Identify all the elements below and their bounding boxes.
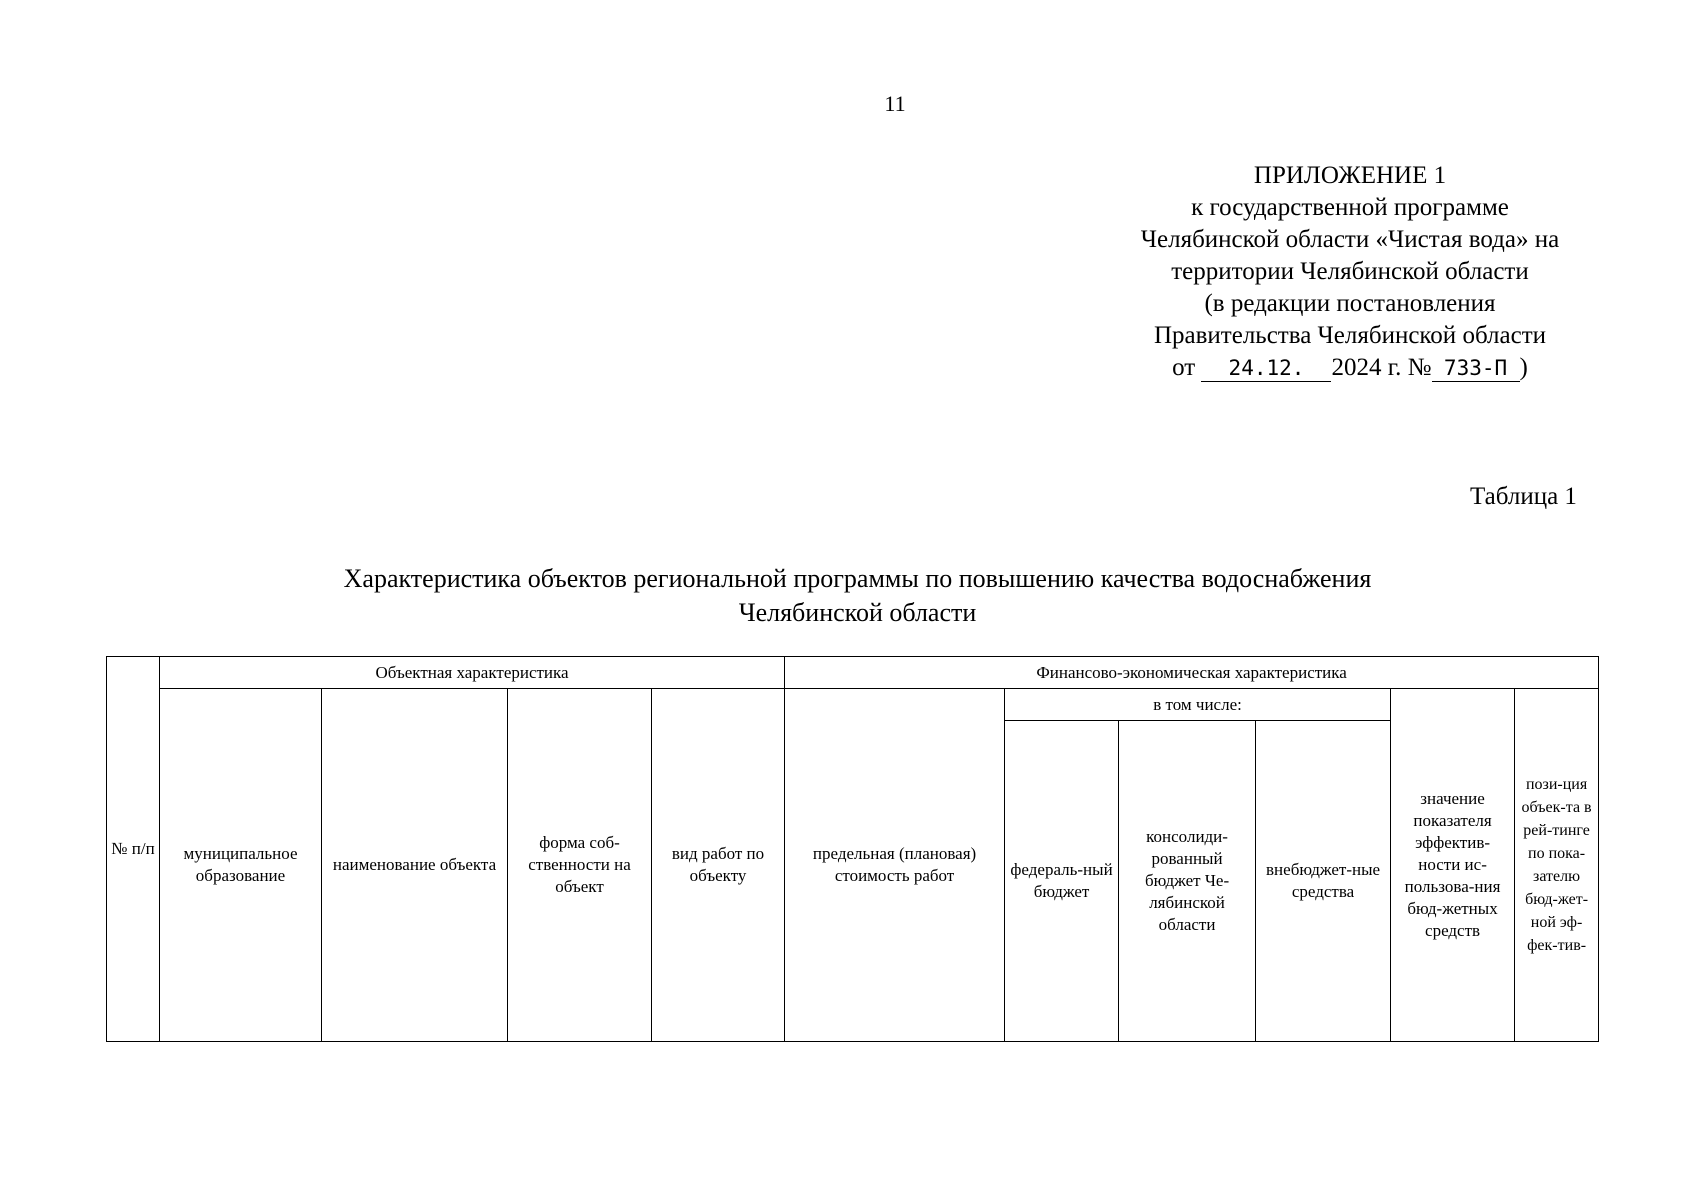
document-title (0, 562, 1698, 630)
closing-paren: ) (1519, 354, 1528, 381)
header-max-cost: предельная (плановая) стоимость работ (785, 689, 1005, 1042)
header-extrabudgetary: внебюджет-ные средства (1256, 721, 1391, 1042)
date-prefix: от (1172, 354, 1196, 381)
header-row-number: № п/п (107, 657, 160, 1042)
title-line: Характеристика объектов региональной программы по повышению качества водоснабжения (343, 564, 1372, 593)
resolution-date-line (1100, 352, 1600, 384)
header-consolidated-budget: консолиди-рованный бюджет Че-лябинской области (1119, 721, 1256, 1042)
appendix-line: Челябинской области «Чистая вода» на (1140, 226, 1560, 253)
appendix-line: (в редакции постановления (1204, 290, 1496, 317)
header-rating-position: пози-ция объек-та в рей-тинге по пока-зателю бюд-жет-ной эф-фек-тив- (1515, 689, 1599, 1042)
header-federal-budget: федераль-ный бюджет (1005, 721, 1119, 1042)
appendix-title: ПРИЛОЖЕНИЕ 1 (1253, 162, 1447, 189)
appendix-line: Правительства Челябинской области (1153, 322, 1547, 349)
title-line: Челябинской области (738, 598, 977, 627)
header-including: в том числе: (1005, 689, 1391, 721)
appendix-line: территории Челябинской области (1171, 258, 1529, 285)
header-object-name: наименование объекта (322, 689, 508, 1042)
resolution-number: 733-П (1432, 355, 1520, 382)
appendix-header (1100, 160, 1600, 384)
header-ownership: форма соб-ственности на объект (508, 689, 652, 1042)
header-object-characteristics: Объектная характеристика (160, 657, 785, 689)
header-financial-characteristics: Финансово-экономическая характеристика (785, 657, 1599, 689)
header-municipality: муниципальное образование (160, 689, 322, 1042)
resolution-date: 24.12. (1201, 355, 1331, 382)
table-label: Таблица 1 (1470, 483, 1577, 510)
year-text: 2024 г. № (1331, 354, 1432, 381)
appendix-line: к государственной программе (1191, 194, 1509, 221)
page-number: 11 (884, 91, 906, 116)
characteristics-table (106, 656, 1599, 1042)
header-work-type: вид работ по объекту (652, 689, 785, 1042)
header-efficiency-indicator: значение показателя эффектив-ности ис-пользова-ния бюд-жетных средств (1391, 689, 1515, 1042)
